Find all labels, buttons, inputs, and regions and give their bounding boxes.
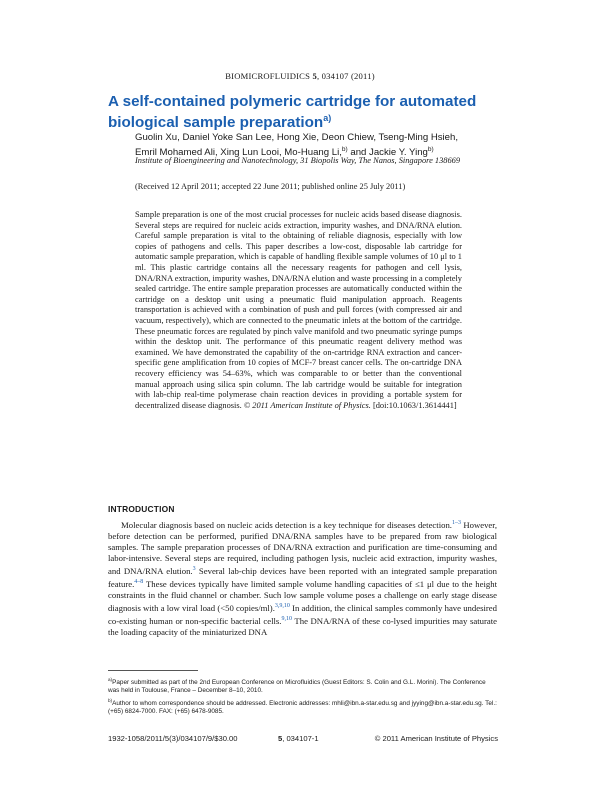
footnotes [108,676,497,717]
intro-sentence-4: These devices typically have limited sample volume handling capacities of ≤1 μl due to the height constraints in the fluid channel or chamber. Such low sample volume poses a challenge on early stage disease diagnosis with a low viral load (<50 copies/ml). [108,579,497,614]
reference-link[interactable]: 9,10 [281,616,292,623]
footnote-b-mark: b) [108,697,113,703]
author-footnote-link-2[interactable]: b) [427,145,434,153]
abstract-text: Sample preparation is one of the most crucial processes for nucleic acids based disease diagnosis. Several steps are required for nucleic acids extraction, impurity washes, and DNA/RNA elution. Careful sample preparation is vital to the obtaining of reliable diagnosis, especially with low copies of pathogens and cells. This paper describes a low-cost, disposable lab cartridge for automatic sample preparation, which is capable of handling flexible sample volumes of 10 μl to 1 ml. This plastic cartridge contains all the necessary reagents for pathogen and cell lysis, DNA/RNA extraction, impurity washes, DNA/RNA elution and waste processing in a completely sealed cartridge. The entire sample preparation processes are automatically conducted within the cartridge on a desktop unit using a pneumatic fluid manipulation approach. Reagents transportation is achieved with a combination of push and pull forces (with compressed air and vacuum, respectively), which are connected to the pneumatic inlets at the bottom of the cartridge. These pneumatic forces are regulated by pinch valve manifold and two pneumatic syringe pumps within the desktop unit. The performance of this pneumatic reagent delivery method was examined. We have demonstrated the capability of the on-cartridge RNA extraction and cancer-specific gene amplification from 10 copies of MCF-7 breast cancer cells. The on-cartridge DNA recovery efficiency was 54–63%, which was comparable to or better than the conventional manual approach using silica spin column. The lab cartridge would be suitable for integration with lab-chip real-time polymerase chain reaction devices in providing a portable system for decentralized disease diagnosis. [135,210,462,410]
abstract [135,210,462,411]
footer-page-id [278,734,319,743]
reference-link[interactable]: 4–8 [134,579,144,586]
abstract-copyright: © 2011 American Institute of Physics. [243,400,371,410]
reference-link[interactable]: 1–3 [451,520,461,526]
article-title-text: A self-contained polymeric cartridge for automated biological sample preparation [108,93,477,132]
journal-citation: , 034107 (2011) [316,71,375,81]
footer-article-page: , 034107-1 [282,734,319,743]
intro-sentence-3: Several lab-chip devices have been reported with an integrated sample preparation feature. [108,566,497,590]
reference-link[interactable]: 3 [192,566,196,573]
footer-copyright: © 2011 American Institute of Physics [374,734,498,743]
journal-volume: 5 [312,71,317,81]
footer-issn: 1932-1058/2011/5(3)/034107/9/$30.00 [108,734,238,743]
intro-sentence-6: The DNA/RNA of these co-lysed impurities may saturate the loading capacity of the miniaturized DNA [108,616,497,638]
intro-sentence-1: Molecular diagnosis based on nucleic acids detection is a key technique for diseases detection. [121,519,452,530]
intro-sentence-2: However, before detection can be performed, purified DNA/RNA samples have to be prepared from raw biological samples. The sample preparation processes of DNA/RNA extraction and purification are time-consuming and labor-intensive. Several steps are required, including pathogen lysis, nucleic acid extraction, impurity washes, and DNA/RNA elution. [108,519,497,577]
doi-link[interactable]: [doi:10.1063/1.3614441] [370,400,457,410]
journal-name: BIOMICROFLUIDICS [225,71,311,81]
author-footnote-link-1[interactable]: b) [341,145,348,153]
journal-header [0,71,600,81]
title-footnote-link[interactable]: a) [323,113,332,123]
section-heading-introduction: INTRODUCTION [108,504,175,514]
publication-dates: (Received 12 April 2011; accepted 22 June 2011; published online 25 July 2011) [135,182,406,191]
footnote-b-text: Author to whom correspondence should be addressed. Electronic addresses: mhli@ibn.a-star.edu.sg and jyying@ibn.a-star.edu.sg. Tel.: (+65) 6824-7000. FAX: (+65) 6478-9085. [108,699,497,715]
introduction-paragraph [108,518,497,638]
page-footer [108,734,498,744]
reference-link[interactable]: 3,9,10 [274,603,290,610]
author-list [135,132,535,159]
footnote-divider [108,670,198,671]
footnote-a [108,676,497,696]
authors-line-2b: and Jackie Y. Ying [347,146,428,158]
footnote-b [108,697,497,717]
author-affiliation: Institute of Bioengineering and Nanotechnology, 31 Biopolis Way, The Nanos, Singapore 138669 [135,156,461,165]
authors-line-1: Guolin Xu, Daniel Yoke San Lee, Hong Xie, Deon Chiew, Tseng-Ming Hsieh, [135,132,459,143]
footnote-a-mark: a) [108,677,113,682]
authors-line-2a: Emril Mohamed Ali, Xing Lun Looi, Mo-Huang Li, [135,146,342,158]
intro-sentence-5: In addition, the clinical samples commonly have undesired co-existing human or non-specific bacterial cells. [108,603,497,627]
footer-volume: 5 [278,734,283,743]
article-title [108,93,528,131]
footnote-a-text: Paper submitted as part of the 2nd European Conference on Microfluidics (Guest Editors: S. Colin and G.L. Morini). The Conference was held in Toulouse, France – December 8–10, 2010. [108,679,486,695]
